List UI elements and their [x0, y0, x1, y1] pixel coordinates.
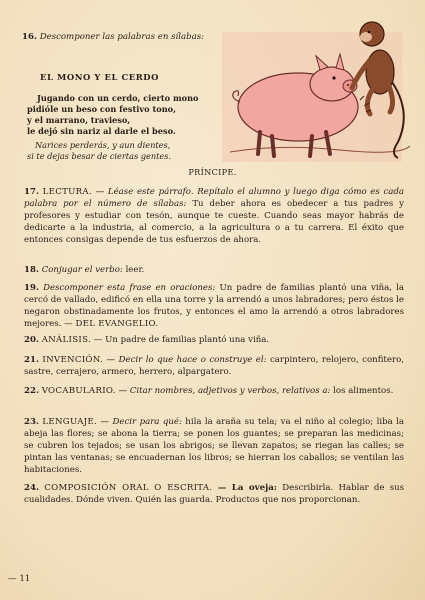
page-number: — 11 — [8, 574, 31, 584]
exercise-20 — [24, 334, 404, 346]
exercise-18 — [24, 264, 404, 276]
exercise-19 — [24, 282, 404, 330]
poem-line: y el marrano, travieso, — [27, 115, 131, 125]
exercise-24 — [24, 482, 404, 506]
poem-moral — [27, 140, 227, 162]
exercise-label: ANÁLISIS. — [41, 335, 92, 345]
poem-line: le dejó sin nariz al darle el beso. — [27, 126, 176, 136]
exercise-text: los alimentos. — [333, 386, 394, 396]
exercise-22 — [24, 385, 404, 397]
exercise-label: LENGUAJE. — [42, 417, 98, 427]
exercise-number: 19. — [24, 283, 39, 293]
exercise-text: carpintero, relojero, confitero, sastre, cerrajero, armero, herrero, alpargatero. — [24, 355, 404, 378]
poem-line: Jugando con un cerdo, cierto mono — [37, 93, 199, 103]
exercise-23 — [24, 416, 404, 476]
exercise-text: Tu deber ahora es obedecer a tus padres y profesores y estudiar con tesón, aunque te cueste. Cuando seas mayor habrás de dedicarte a la industria, al comercio, a la agricultura o a tu carrera. El éxito que entonces consigas depende de tus esfuerzos de ahora. — [24, 199, 404, 246]
exercise-number: 20. — [24, 335, 39, 345]
poem-title: EL MONO Y EL CERDO — [40, 72, 160, 82]
exercise-instruction: — Decir para qué: — [100, 417, 182, 427]
exercise-text: leer. — [125, 265, 145, 275]
exercise-instruction: — Léase este párrafo. Repítalo el alumno y luego diga cómo es cada palabra por el número de sílabas: — [24, 187, 405, 210]
exercise-text: — Un padre de familias plantó una viña. — [93, 335, 270, 345]
exercise-instruction: — Decir lo que hace o construye el: — [106, 355, 267, 365]
exercise-text: Un padre de familias plantó una viña, la cercó de vallado, edificó en ella una torre y la arrendó a unos labradores; pero éstos le negaron obstinadamente los frutos, y entonces el amo la arrendó a otros labradores mejores. — — [24, 283, 404, 330]
exercise-label: INVENCIÓN. — [42, 355, 104, 365]
exercise-text: Describirla. Hablar de sus cualidades. Dónde viven. Quién las guarda. Productos que nos proporcionan. — [24, 483, 405, 506]
exercise-label: VOCABULARIO. — [41, 386, 116, 396]
exercise-instruction: Conjugar el verbo: — [41, 265, 123, 275]
moral-line: si te dejas besar de ciertas gentes. — [27, 151, 172, 161]
exercise-instruction: Descomponer las palabras en sílabas: — [39, 32, 205, 42]
exercise-21 — [24, 354, 404, 378]
exercise-16 — [22, 31, 222, 43]
exercise-number: 24. — [24, 483, 39, 493]
poem-body — [27, 93, 227, 137]
exercise-number: 22. — [24, 386, 39, 396]
exercise-17 — [24, 186, 404, 246]
exercise-number: 16. — [22, 32, 37, 42]
moral-line: Narices perderás, y aun dientes, — [35, 140, 171, 150]
poem-line: pidióle un beso con festivo tono, — [27, 104, 176, 114]
exercise-text: hila la araña su tela; va el niño al colegio; liba la abeja las flores; se abona la tierra; se ponen los guantes; se preparan las medicinas; se cubren los tejados; se usan los abrigos; se llevan zapatos; se riegan las calles; se pintan las ventanas; se encuadernan los libros; se hierran los caballos; se ventilan las habitaciones. — [24, 417, 405, 476]
exercise-number: 17. — [24, 187, 39, 197]
exercise-instruction: Descomponer esta frase en oraciones: — [43, 283, 216, 293]
exercise-number: 23. — [24, 417, 39, 427]
exercise-number: 18. — [24, 265, 39, 275]
exercise-source: DEL EVANGELIO. — [75, 319, 159, 330]
exercise-instruction: — Citar nombres, adjetivos y verbos, relativos a: — [118, 386, 331, 396]
monkey-and-pig-illustration — [220, 12, 415, 164]
exercise-topic: — La oveja: — [217, 483, 277, 493]
exercise-label: COMPOSICIÓN ORAL O ESCRITA. — [44, 483, 213, 493]
exercise-number: 21. — [24, 355, 39, 365]
poem-author: PRÍNCIPE. — [188, 167, 237, 177]
exercise-label: LECTURA. — [42, 187, 92, 197]
